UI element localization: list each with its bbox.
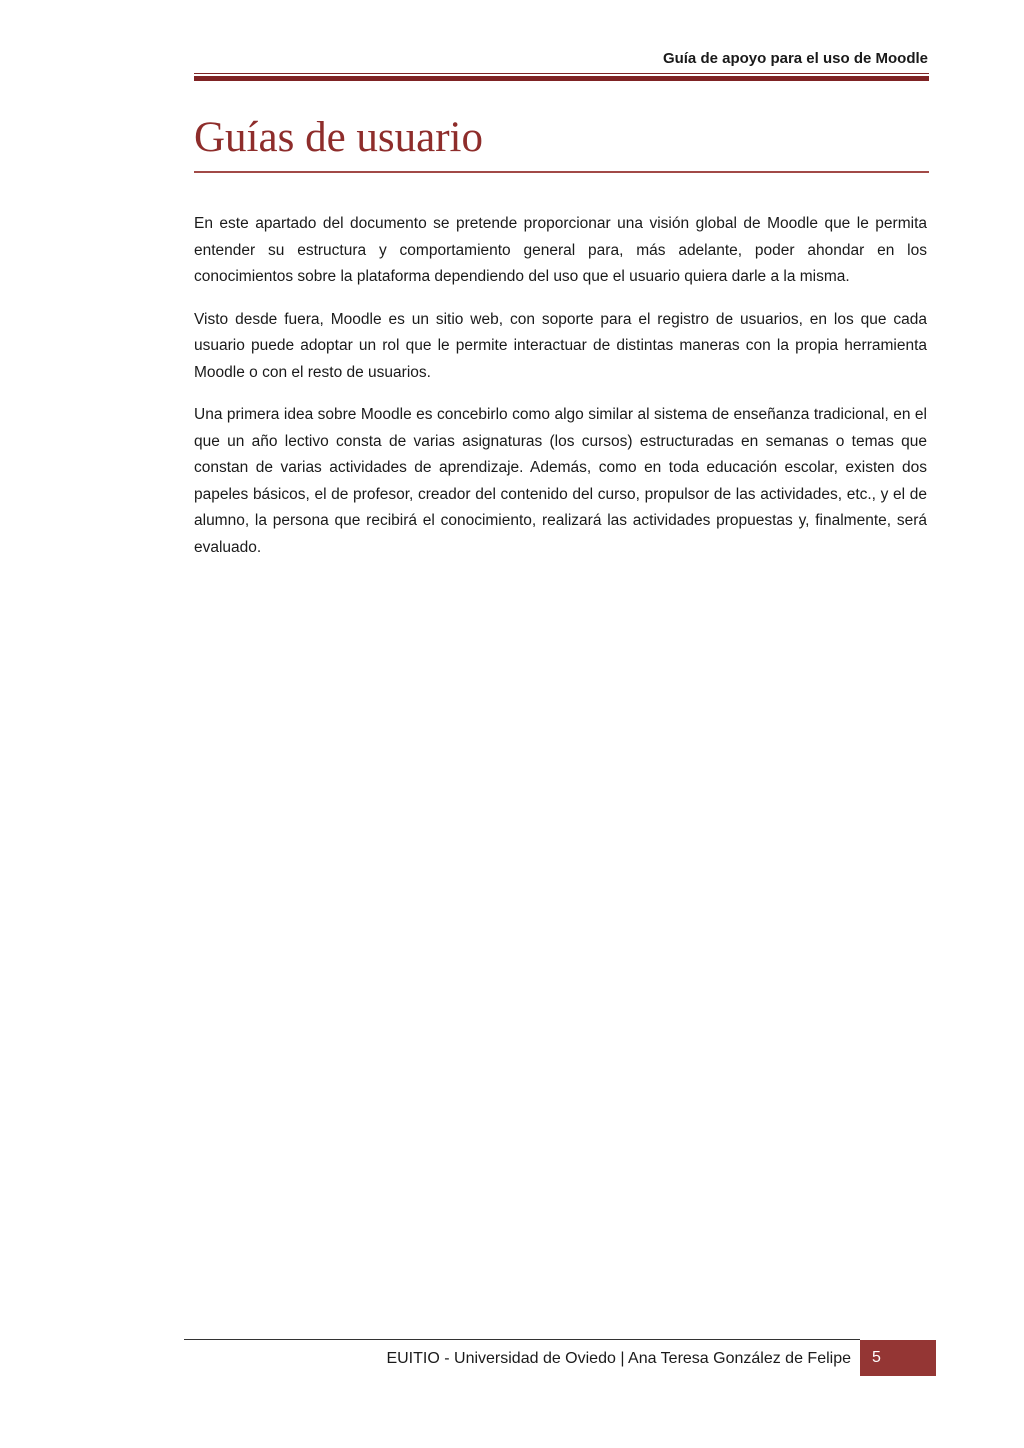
section-title: Guías de usuario [194,114,483,161]
footer-rule [184,1339,860,1340]
body-text [194,211,927,577]
paragraph-3: Una primera idea sobre Moodle es concebirlo como algo similar al sistema de enseñanza tradicional, en el que un año lectivo consta de varias asignaturas (los cursos) estructuradas en semanas o temas que constan de varias actividades de aprendizaje. Además, como en toda educación escolar, existen dos papeles básicos, el de profesor, creador del contenido del curso, propulsor de las actividades, etc., y el de alumno, la persona que recibirá el conocimiento, realizará las actividades propuestas y, finalmente, será evaluado. [194,406,927,556]
title-underline [194,171,929,173]
page-number: 5 [872,1349,881,1366]
header-rule-thick [194,76,929,81]
footer-text: EUITIO - Universidad de Oviedo | Ana Teresa González de Felipe [386,1350,851,1367]
running-header: Guía de apoyo para el uso de Moodle [662,50,928,67]
header-rule-thin [194,73,929,74]
paragraph-1: En este apartado del documento se pretende proporcionar una visión global de Moodle que le permita entender su estructura y comportamiento general para, más adelante, poder ahondar en los conocimientos sobre la plataforma dependiendo del uso que el usuario quiera darle a la misma. [194,215,927,285]
page-number-box [860,1340,936,1376]
paragraph-2: Visto desde fuera, Moodle es un sitio web, con soporte para el registro de usuarios, en los que cada usuario puede adoptar un rol que le permite interactuar de distintas maneras con la propia herramienta Moodle o con el resto de usuarios. [194,310,927,381]
